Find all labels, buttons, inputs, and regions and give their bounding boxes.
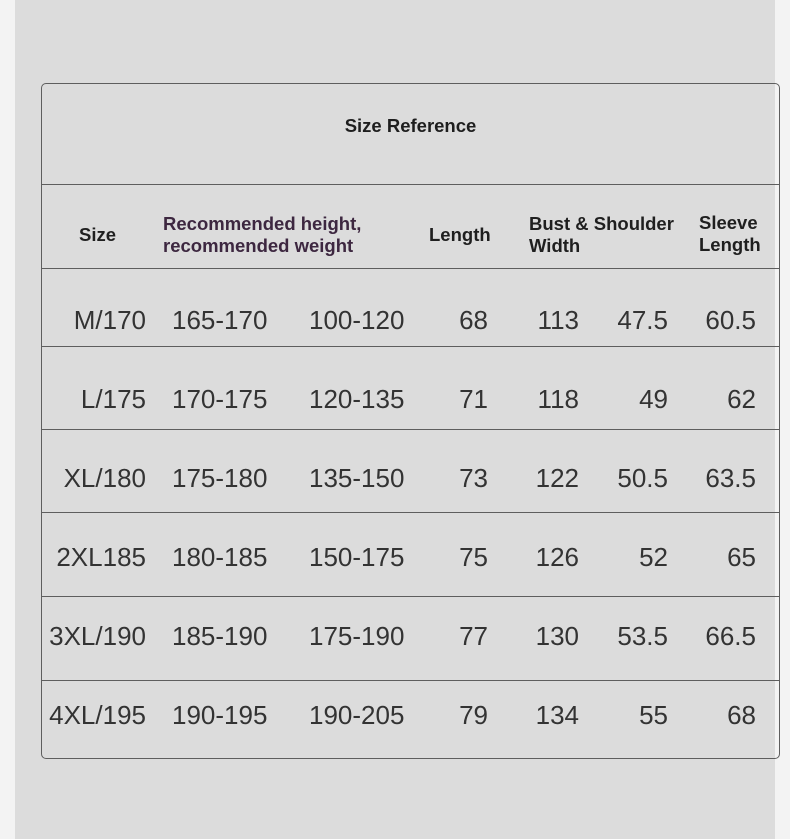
table-row: [42, 620, 779, 652]
cell-height: 170-175: [172, 384, 268, 414]
cell-sleeve: 62: [727, 384, 756, 414]
header-bust-shoulder-width: [529, 213, 674, 257]
cell-sleeve: 63.5: [705, 463, 756, 493]
header-sleeve-length: [699, 212, 761, 256]
cell-weight: 135-150: [309, 463, 405, 493]
cell-length: 75: [459, 542, 488, 572]
row-divider: [42, 429, 779, 430]
cell-shoulder: 47.5: [617, 305, 668, 335]
header-recommended-line2: recommended weight: [163, 235, 354, 256]
cell-bust: 122: [535, 463, 579, 493]
cell-size: L/175: [80, 384, 146, 414]
cell-height: 165-170: [172, 305, 268, 335]
cell-size: 3XL/190: [49, 621, 146, 651]
cell-height: 175-180: [172, 463, 268, 493]
row-divider: [42, 596, 779, 597]
cell-shoulder: 50.5: [617, 463, 668, 493]
header-bust-shoulder-line2: Width: [529, 235, 581, 256]
cell-bust: 113: [537, 305, 579, 335]
cell-shoulder: 55: [639, 700, 668, 730]
header-recommended-line1: Recommended height,: [163, 213, 362, 234]
cell-shoulder: 49: [639, 384, 668, 414]
row-divider: [42, 680, 779, 681]
cell-height: 190-195: [172, 700, 268, 730]
row-divider: [42, 512, 779, 513]
cell-weight: 150-175: [309, 542, 405, 572]
cell-shoulder: 52: [639, 542, 668, 572]
cell-height: 185-190: [172, 621, 268, 651]
cell-sleeve: 68: [727, 700, 756, 730]
cell-sleeve: 60.5: [705, 305, 756, 335]
cell-size: 4XL/195: [49, 700, 146, 730]
cell-sleeve: 65: [727, 542, 756, 572]
cell-bust: 118: [537, 384, 579, 414]
cell-length: 79: [459, 700, 488, 730]
header-bust-shoulder-line1: Bust & Shoulder: [529, 213, 674, 234]
header-sleeve-line2: Length: [699, 234, 761, 255]
background-panel: [15, 0, 775, 839]
table-row: [42, 541, 779, 573]
table-row: [42, 304, 779, 336]
cell-size: XL/180: [63, 463, 146, 493]
cell-height: 180-185: [172, 542, 268, 572]
cell-length: 71: [459, 384, 488, 414]
cell-weight: 120-135: [309, 384, 405, 414]
cell-weight: 190-205: [309, 700, 405, 730]
header-length: Length: [429, 224, 491, 245]
cell-sleeve: 66.5: [705, 621, 756, 651]
header-recommended-height-weight: [163, 213, 361, 257]
size-reference-table: [41, 83, 780, 759]
table-row: [42, 699, 779, 731]
header-size: Size: [79, 224, 117, 245]
cell-length: 68: [459, 305, 488, 335]
cell-bust: 130: [535, 621, 579, 651]
cell-bust: 134: [535, 700, 579, 730]
cell-weight: 175-190: [309, 621, 405, 651]
cell-weight: 100-120: [309, 305, 405, 335]
cell-length: 73: [459, 463, 488, 493]
row-divider: [42, 268, 779, 269]
row-divider: [42, 346, 779, 347]
table-row: [42, 383, 779, 415]
row-divider: [42, 184, 779, 185]
cell-length: 77: [459, 621, 488, 651]
table-row: [42, 462, 779, 494]
cell-bust: 126: [535, 542, 579, 572]
cell-size: M/170: [73, 305, 146, 335]
cell-size: 2XL185: [56, 542, 146, 572]
cell-shoulder: 53.5: [617, 621, 668, 651]
header-sleeve-line1: Sleeve: [699, 212, 758, 233]
table-title: Size Reference: [344, 115, 477, 136]
